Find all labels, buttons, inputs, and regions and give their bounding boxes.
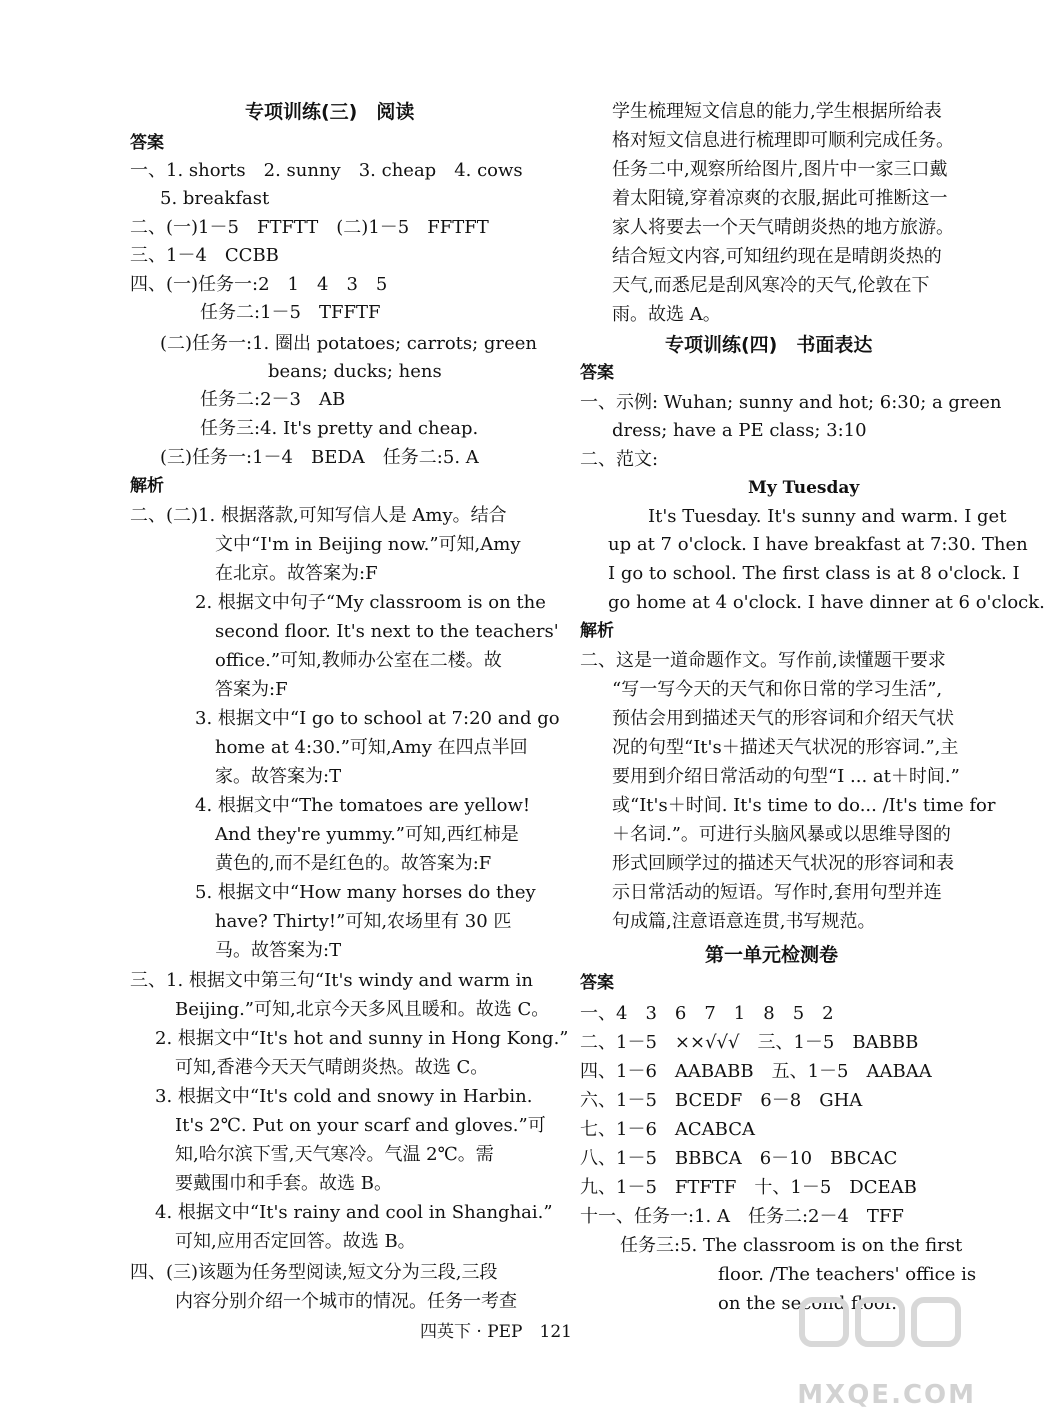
essay-line: up at 7 o'clock. I have breakfast at 7:30. Then xyxy=(608,534,1028,555)
answer-line: 三、1－4 CCBB xyxy=(130,245,279,266)
essay-title: My Tuesday xyxy=(748,478,860,498)
watermark-text: MXQE.COM xyxy=(797,1380,976,1410)
analysis-line: Beijing.”可知,北京今天多风且暖和。故选 C。 xyxy=(175,999,550,1020)
answer-line: 二、(一)1－5 FTFTT (二)1－5 FFTFT xyxy=(130,217,489,238)
answer-line: on the second floor. xyxy=(718,1293,898,1314)
analysis-line: 黄色的,而不是红色的。故答案为:F xyxy=(215,853,492,874)
analysis-line: 2. 根据文中句子“My classroom is on the xyxy=(195,592,546,613)
analysis-line: 四、(三)该题为任务型阅读,短文分为三段,三段 xyxy=(130,1262,498,1283)
essay-line: go home at 4 o'clock. I have dinner at 6 o'clock. xyxy=(608,592,1045,613)
essay-line: I go to school. The first class is at 8 o'clock. I xyxy=(608,563,1020,584)
answer-line: dress; have a PE class; 3:10 xyxy=(612,420,867,441)
essay-line: It's Tuesday. It's sunny and warm. I get xyxy=(648,506,1007,527)
answer-line: 5. breakfast xyxy=(160,188,270,209)
analysis-line: 二、这是一道命题作文。写作前,读懂题干要求 xyxy=(580,650,946,671)
analysis-line: 3. 根据文中“I go to school at 7:20 and go xyxy=(195,708,560,729)
continuation-line: 格对短文信息进行梳理即可顺利完成任务。 xyxy=(612,130,954,151)
answer-line: beans; ducks; hens xyxy=(268,361,442,382)
continuation-line: 结合短文内容,可知纽约现在是晴朗炎热的 xyxy=(612,246,942,267)
analysis-line: home at 4:30.”可知,Amy 在四点半回 xyxy=(215,737,528,758)
continuation-line: 着太阳镜,穿着凉爽的衣服,据此可推断这一 xyxy=(612,188,948,209)
answer-line: 四、1－6 AABABB 五、1－5 AABAA xyxy=(580,1061,932,1082)
analysis-line: 在北京。故答案为:F xyxy=(215,563,378,584)
answer-line: 一、1. shorts 2. sunny 3. cheap 4. cows xyxy=(130,160,523,181)
answer-line: 十一、任务一:1. A 任务二:2－4 TFF xyxy=(580,1206,904,1227)
analysis-line: 答案为:F xyxy=(215,679,288,700)
answer-line: 任务三:4. It's pretty and cheap. xyxy=(200,418,479,439)
analysis-line: “写一写今天的天气和你日常的学习生活”, xyxy=(612,679,943,700)
answer-line: 任务二:2－3 AB xyxy=(200,389,346,410)
answer-line: 七、1－6 ACABCA xyxy=(580,1119,756,1140)
analysis-line: 文中“I'm in Beijing now.”可知,Amy xyxy=(215,534,521,555)
analysis-line: 可知,应用否定回答。故选 B。 xyxy=(175,1231,416,1252)
answer-line: 八、1－5 BBBCA 6－10 BBCAC xyxy=(580,1148,898,1169)
answer-line: 九、1－5 FTFTF 十、1－5 DCEAB xyxy=(580,1177,917,1198)
answers-label: 答案 xyxy=(580,973,614,993)
continuation-line: 天气,而悉尼是刮风寒冷的天气,伦敦在下 xyxy=(612,275,930,296)
analysis-line: 要戴围巾和手套。故选 B。 xyxy=(175,1173,392,1194)
analysis-line: office.”可知,教师办公室在二楼。故 xyxy=(215,650,502,671)
analysis-line: 知,哈尔滨下雪,天气寒冷。气温 2℃。需 xyxy=(175,1144,494,1165)
analysis-label: 解析 xyxy=(580,621,614,641)
answer-line: 一、示例: Wuhan; sunny and hot; 6:30; a green xyxy=(580,392,1002,413)
analysis-line: 示日常活动的短语。写作时,套用句型并连 xyxy=(612,882,942,903)
section-title-writing: 专项训练(四) 书面表达 xyxy=(665,334,873,356)
answer-line: floor. /The teachers' office is xyxy=(718,1264,977,1285)
answer-line: 任务三:5. The classroom is on the first xyxy=(620,1235,963,1256)
analysis-line: 或“It's＋时间. It's time to do... /It's time for xyxy=(612,795,996,816)
analysis-line: 5. 根据文中“How many horses do they xyxy=(195,882,536,903)
analysis-line: 4. 根据文中“The tomatoes are yellow! xyxy=(195,795,531,816)
analysis-line: 3. 根据文中“It's cold and snowy in Harbin. xyxy=(155,1086,533,1107)
analysis-label: 解析 xyxy=(130,476,164,496)
analysis-line: It's 2℃. Put on your scarf and gloves.”可 xyxy=(175,1115,546,1136)
analysis-line: And they're yummy.”可知,西红柿是 xyxy=(215,824,519,845)
analysis-line: 4. 根据文中“It's rainy and cool in Shanghai.” xyxy=(155,1202,553,1223)
watermark-logo xyxy=(782,1286,982,1416)
analysis-line: 马。故答案为:T xyxy=(215,940,342,961)
answer-line: 六、1－5 BCEDF 6－8 GHA xyxy=(580,1090,863,1111)
analysis-line: 三、1. 根据文中第三句“It's windy and warm in xyxy=(130,970,533,991)
analysis-line: 预估会用到描述天气的形容词和介绍天气状 xyxy=(612,708,954,729)
analysis-line: ＋名词.”。可进行头脑风暴或以思维导图的 xyxy=(612,824,951,845)
answer-line: 二、范文: xyxy=(580,449,659,470)
continuation-line: 家人将要去一个天气晴朗炎热的地方旅游。 xyxy=(612,217,954,238)
section-title-unit-test: 第一单元检测卷 xyxy=(705,944,839,966)
analysis-line: have? Thirty!”可知,农场里有 30 匹 xyxy=(215,911,512,932)
answer-line: 一、4 3 6 7 1 8 5 2 xyxy=(580,1003,834,1024)
answers-label: 答案 xyxy=(130,133,164,153)
analysis-line: 家。故答案为:T xyxy=(215,766,342,787)
analysis-line: 二、(二)1. 根据落款,可知写信人是 Amy。结合 xyxy=(130,505,507,526)
analysis-line: 内容分别介绍一个城市的情况。任务一考查 xyxy=(175,1291,517,1312)
analysis-line: 要用到介绍日常活动的句型“I ... at＋时间.” xyxy=(612,766,960,787)
answer-line: (二)任务一:1. 圈出 potatoes; carrots; green xyxy=(160,333,537,354)
analysis-line: 可知,香港今天天气晴朗炎热。故选 C。 xyxy=(175,1057,489,1078)
answer-line: 任务二:1－5 TFFTF xyxy=(200,302,381,323)
answers-label: 答案 xyxy=(580,363,614,383)
answer-line: 二、1－5 ××√√√ 三、1－5 BABBB xyxy=(580,1032,919,1053)
analysis-line: 况的句型“It's＋描述天气状况的形容词.”,主 xyxy=(612,737,959,758)
continuation-line: 雨。故选 A。 xyxy=(612,304,721,325)
analysis-line: 句成篇,注意语意连贯,书写规范。 xyxy=(612,911,876,932)
page-footer: 四英下 · PEP 121 xyxy=(420,1322,572,1342)
analysis-line: 2. 根据文中“It's hot and sunny in Hong Kong.” xyxy=(155,1028,569,1049)
answer-line: (三)任务一:1－4 BEDA 任务二:5. A xyxy=(160,447,479,468)
analysis-line: 形式回顾学过的描述天气状况的形容词和表 xyxy=(612,853,954,874)
continuation-line: 学生梳理短文信息的能力,学生根据所给表 xyxy=(612,101,942,122)
continuation-line: 任务二中,观察所给图片,图片中一家三口戴 xyxy=(612,159,948,180)
analysis-line: second floor. It's next to the teachers' xyxy=(215,621,559,642)
section-title-reading: 专项训练(三) 阅读 xyxy=(245,101,415,123)
answer-line: 四、(一)任务一:2 1 4 3 5 xyxy=(130,274,388,295)
